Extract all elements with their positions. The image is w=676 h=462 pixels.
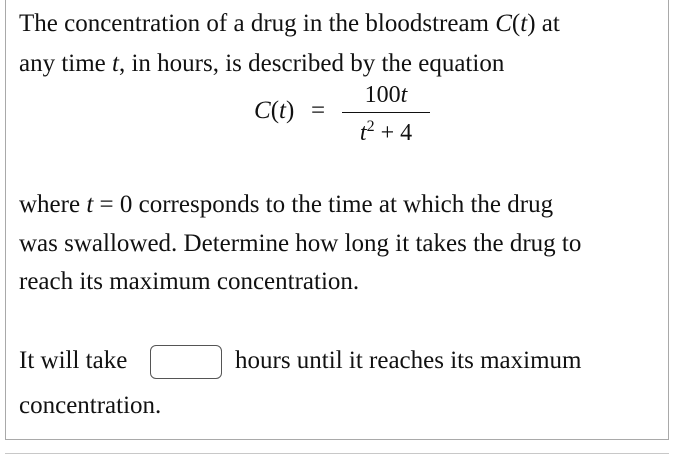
text-segment: , in hours, is described by the equation (118, 50, 505, 77)
text-segment: = 0 corresponds to the time at which the drug (93, 191, 554, 218)
math-var: t (279, 97, 286, 124)
answer-prefix: It will take (19, 347, 128, 374)
answer-suffix: hours until it reaches its maximum (235, 347, 582, 374)
math-var: t (86, 191, 94, 218)
math-exponent: 2 (366, 118, 375, 135)
math-paren: ( (270, 97, 280, 124)
math-var: t (400, 82, 408, 108)
divider (5, 453, 669, 454)
math-number: 100 (364, 82, 401, 108)
math-number: + 4 (374, 120, 413, 146)
math-var: t (520, 10, 528, 37)
question-line-1 (19, 5, 560, 43)
answer-line-2: concentration. (19, 392, 162, 419)
question-line-4: was swallowed. Determine how long it takes the drug to (19, 230, 582, 257)
fraction-denominator (342, 117, 430, 149)
fraction-numerator (342, 79, 430, 111)
equation-equals: = (311, 97, 326, 124)
math-paren: ) (527, 10, 536, 37)
math-var: t (359, 120, 367, 146)
text-segment: at (535, 10, 560, 37)
equation-lhs (254, 92, 294, 130)
math-var: C (495, 10, 512, 37)
answer-input[interactable] (150, 345, 222, 379)
math-paren: ) (285, 97, 295, 124)
question-line-3 (19, 186, 553, 224)
question-line-5: reach its maximum concentration. (19, 268, 360, 295)
math-var: C (254, 97, 271, 124)
fraction-bar (342, 112, 430, 113)
question-line-2 (19, 45, 504, 83)
math-paren: ( (511, 10, 521, 37)
text-segment: where (19, 191, 87, 218)
text-segment: any time (19, 50, 113, 77)
math-var: t (112, 50, 119, 77)
text-segment: The concentration of a drug in the bloodstream (19, 10, 496, 37)
